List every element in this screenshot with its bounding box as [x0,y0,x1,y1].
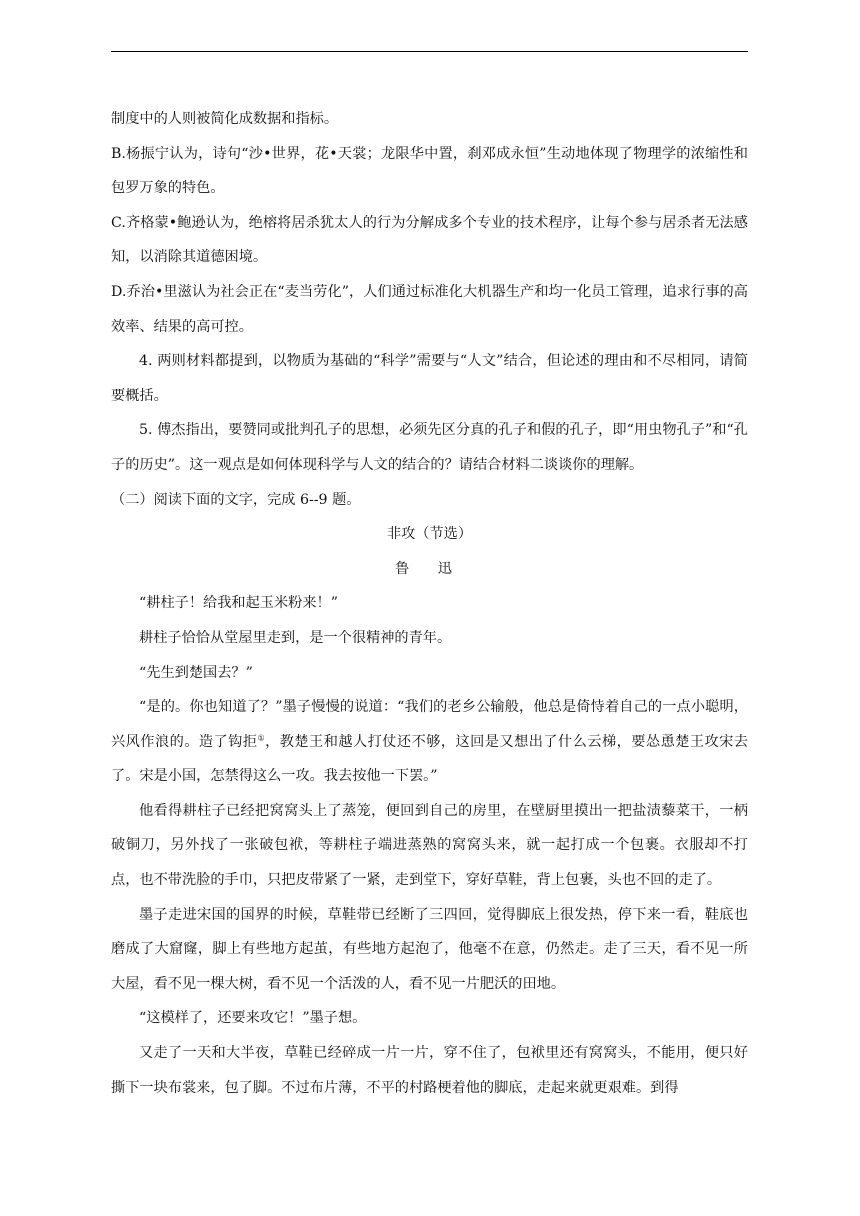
section-heading: （二）阅读下面的文字，完成 6--9 题。 [111,491,361,508]
paragraph-4-part-b: ，教楚王和越人打仗还不够，这回是又想出了什么云梯，要怂恿楚王攻宋去了。宋是小国，怎禁得这么一攻。我去按他一下罢。” [111,733,748,785]
article-author: 鲁 迅 [395,560,464,577]
paragraph-5: 他看得耕柱子已经把窝窝头上了蒸笼，便回到自己的房里，在壁厨里摸出一把盐渍藜菜干，一柄破铜刀，另外找了一张破包袱，等耕柱子端进蒸熟的窝窝头来，就一起打成一个包裹。衣服却不打点，也不带洗脸的手巾，只把皮带紧了一紧，走到堂下，穿好草鞋，背上包裹，头也不回的走了。 [111,802,748,889]
option-c: C.齐格蒙•鲍逊认为，绝榕将居杀犹太人的行为分解成多个专业的技术程序，让每个参与居杀者无法感知，以消除其道德困境。 [111,214,748,266]
paragraph-8: 又走了一天和大半夜，草鞋已经碎成一片一片，穿不住了，包袱里还有窝窝头，不能用，便只好撕下一块布裳来，包了脚。不过布片薄，不平的村路梗着他的脚底，走起来就更艰难。到得 [111,1045,748,1096]
document-body [111,102,748,1105]
article-title: 非攻（节选） [386,526,473,543]
question-continuation: 制度中的人则被简化成数据和指标。 [111,111,339,127]
paragraph-3: “先生到楚国去？” [139,664,253,681]
option-d: D.乔治•里滋认为社会正在“麦当劳化”，人们通过标准化大机器生产和均一化员工管理，追求行事的高效率、结果的高可控。 [111,283,748,335]
paragraph-1: “耕柱子！给我和起玉米粉来！” [139,595,338,612]
paragraph-4 [111,690,748,794]
paragraph-6: 墨子走进宋国的国界的时候，草鞋带已经断了三四回，觉得脚底上很发热，停下来一看，鞋底也磨成了大窟窿，脚上有些地方起茧，有些地方起泡了，他毫不在意，仍然走。走了三天，看不见一所大屋，看不见一棵大树，看不见一个活泼的人，看不见一片肥沃的田地。 [111,906,748,992]
paragraph-4-part-a: “是的。你也知道了？”墨子慢慢的说道：“我们的老乡公输般，他总是倚恃着自己的一点小聪明，兴风作浪的。造了钩拒 [111,699,748,750]
footnote-marker: ① [257,732,266,742]
question-5: 5. 傅杰指出，要赞同或批判孔子的思想，必须先区分真的孔子和假的孔子，即“用虫物孔子”和“孔子的历史”。这一观点是如何体现科学与人文的结合的？请结合材料二谈谈你的理解。 [111,422,748,473]
paragraph-7: “这模样了，还要来攻它！”墨子想。 [139,1010,367,1027]
question-4: 4. 两则材料都提到，以物质为基础的“科学”需要与“人文”结合，但论述的理由和不尽相同，请简要概括。 [111,353,748,404]
option-b: B.杨振宁认为，诗句“沙•世界，花•天裳；龙限华中置，刹邓成永恒”生动地体现了物理学的浓缩性和包罗万象的特色。 [111,145,748,197]
paragraph-2: 耕柱子恰恰从堂屋里走到，是一个很精神的青年。 [139,629,452,646]
header-rule [111,51,748,52]
